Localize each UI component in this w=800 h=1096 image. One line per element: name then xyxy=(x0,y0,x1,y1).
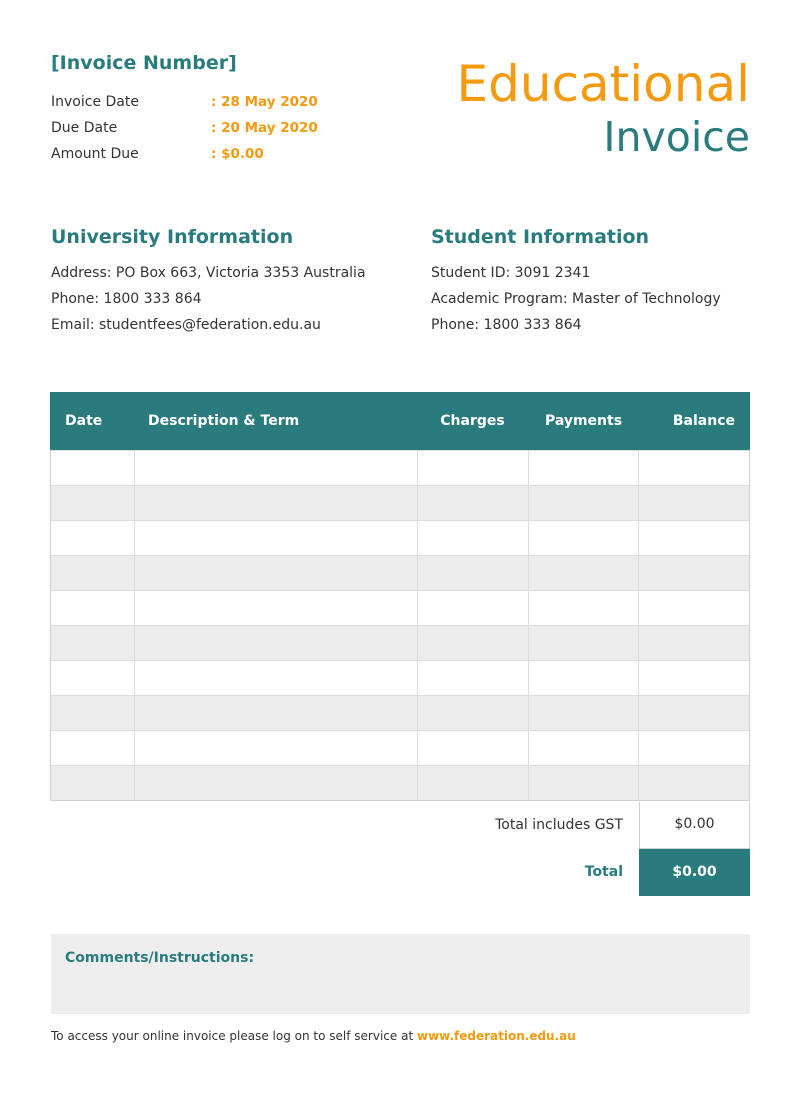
university-email: Email: studentfees@federation.edu.au xyxy=(51,317,321,333)
table-cell[interactable] xyxy=(134,696,417,730)
table-row xyxy=(51,485,749,520)
total-gst-label: Total includes GST xyxy=(495,817,623,833)
table-cell[interactable] xyxy=(528,731,639,765)
table-cell[interactable] xyxy=(134,591,417,625)
table-cell[interactable] xyxy=(134,486,417,520)
table-body xyxy=(50,450,750,801)
meta-value: : 28 May 2020 xyxy=(211,94,318,110)
student-id: Student ID: 3091 2341 xyxy=(431,265,591,281)
table-cell[interactable] xyxy=(638,451,749,485)
student-information xyxy=(431,224,791,338)
table-cell[interactable] xyxy=(528,486,639,520)
column-header-date: Date xyxy=(65,413,103,429)
table-cell[interactable] xyxy=(528,556,639,590)
university-heading: University Information xyxy=(51,226,294,248)
university-phone: Phone: 1800 333 864 xyxy=(51,291,202,307)
table-cell[interactable] xyxy=(528,661,639,695)
table-cell[interactable] xyxy=(638,766,749,800)
table-cell[interactable] xyxy=(417,591,528,625)
university-address: Address: PO Box 663, Victoria 3353 Australia xyxy=(51,265,366,281)
comments-box[interactable] xyxy=(51,934,750,1014)
meta-row-due-date xyxy=(51,118,351,144)
total-value: $0.00 xyxy=(639,849,750,896)
student-program: Academic Program: Master of Technology xyxy=(431,291,721,307)
table-cell[interactable] xyxy=(51,626,134,660)
table-cell[interactable] xyxy=(528,626,639,660)
table-cell[interactable] xyxy=(134,766,417,800)
table-cell[interactable] xyxy=(638,521,749,555)
table-cell[interactable] xyxy=(51,451,134,485)
table-cell[interactable] xyxy=(638,626,749,660)
table-cell[interactable] xyxy=(51,696,134,730)
table-row xyxy=(51,625,749,660)
table-cell[interactable] xyxy=(528,451,639,485)
table-cell[interactable] xyxy=(134,626,417,660)
table-cell[interactable] xyxy=(528,696,639,730)
meta-label: Due Date xyxy=(51,120,118,136)
university-information xyxy=(51,224,411,338)
meta-label: Invoice Date xyxy=(51,94,139,110)
table-cell[interactable] xyxy=(134,556,417,590)
table-cell[interactable] xyxy=(134,731,417,765)
table-row xyxy=(51,450,749,485)
table-row xyxy=(51,520,749,555)
table-cell[interactable] xyxy=(134,521,417,555)
table-cell[interactable] xyxy=(638,696,749,730)
total-row xyxy=(50,849,750,896)
table-cell[interactable] xyxy=(417,521,528,555)
table-cell[interactable] xyxy=(134,451,417,485)
table-cell[interactable] xyxy=(417,731,528,765)
table-cell[interactable] xyxy=(51,731,134,765)
table-cell[interactable] xyxy=(417,556,528,590)
table-cell[interactable] xyxy=(51,661,134,695)
table-row xyxy=(51,695,749,730)
meta-value: : $0.00 xyxy=(211,146,264,162)
table-cell[interactable] xyxy=(638,731,749,765)
student-phone: Phone: 1800 333 864 xyxy=(431,317,582,333)
footer-note xyxy=(51,1029,576,1043)
table-row xyxy=(51,765,749,800)
table-header xyxy=(50,392,750,450)
total-label: Total xyxy=(584,864,623,880)
meta-value: : 20 May 2020 xyxy=(211,120,318,136)
meta-row-invoice-date xyxy=(51,92,351,118)
meta-label: Amount Due xyxy=(51,146,139,162)
meta-row-amount-due xyxy=(51,144,351,170)
document-subtitle: Invoice xyxy=(603,113,750,161)
invoice-number: [Invoice Number] xyxy=(51,52,237,74)
total-gst-row xyxy=(50,802,750,849)
table-row xyxy=(51,590,749,625)
column-header-charges: Charges xyxy=(440,413,505,429)
table-cell[interactable] xyxy=(417,451,528,485)
table-row xyxy=(51,730,749,765)
table-cell[interactable] xyxy=(417,696,528,730)
invoice-meta xyxy=(51,92,351,170)
table-cell[interactable] xyxy=(528,591,639,625)
table-cell[interactable] xyxy=(638,486,749,520)
table-cell[interactable] xyxy=(51,486,134,520)
table-cell[interactable] xyxy=(528,766,639,800)
total-gst-value: $0.00 xyxy=(639,802,750,849)
table-cell[interactable] xyxy=(638,661,749,695)
table-cell[interactable] xyxy=(51,591,134,625)
column-header-payments: Payments xyxy=(544,413,623,429)
invoice-table xyxy=(50,392,750,801)
student-heading: Student Information xyxy=(431,226,650,248)
column-header-description: Description & Term xyxy=(148,413,300,429)
column-header-balance: Balance xyxy=(672,413,735,429)
table-cell[interactable] xyxy=(417,486,528,520)
totals-section xyxy=(50,802,750,896)
table-row xyxy=(51,660,749,695)
table-cell[interactable] xyxy=(134,661,417,695)
table-cell[interactable] xyxy=(417,661,528,695)
table-cell[interactable] xyxy=(51,766,134,800)
table-cell[interactable] xyxy=(638,556,749,590)
table-cell[interactable] xyxy=(51,556,134,590)
table-cell[interactable] xyxy=(638,591,749,625)
table-row xyxy=(51,555,749,590)
table-cell[interactable] xyxy=(417,766,528,800)
comments-label: Comments/Instructions: xyxy=(65,950,255,966)
footer-text: To access your online invoice please log on to self service at xyxy=(51,1029,417,1043)
table-cell[interactable] xyxy=(417,626,528,660)
table-cell[interactable] xyxy=(51,521,134,555)
footer-link[interactable]: www.federation.edu.au xyxy=(416,1029,576,1043)
document-title: Educational xyxy=(456,55,750,113)
table-cell[interactable] xyxy=(528,521,639,555)
